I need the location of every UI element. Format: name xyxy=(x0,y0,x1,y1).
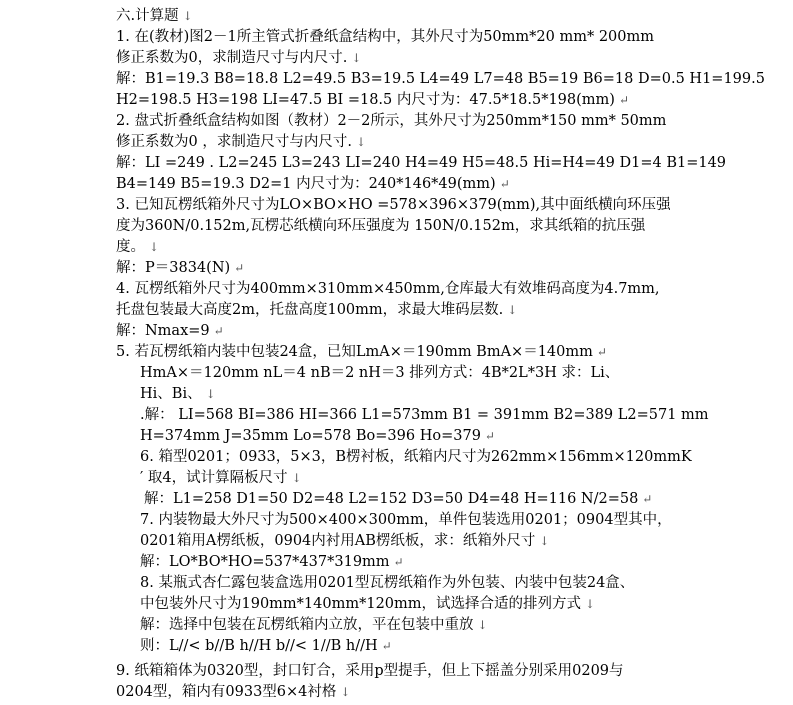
problem-2-line-1: 2. 盘式折叠纸盒结构如图（教材）2－2所示，其外尺寸为250mm*150 mm* 50mm xyxy=(116,113,667,129)
problem-5-line-3: Hi、Bi、 ↓ xyxy=(140,386,216,402)
problem-3-line-2: 度为360N/0.152m,瓦楞芯纸横向环压强度为 150N/0.152m，求其纸箱的抗压强 xyxy=(116,218,646,234)
problem-1-line-1: 1. 在(教材)图2－1所主管式折叠纸盒结构中，其外尺寸为50mm*20 mm* 200mm xyxy=(116,29,654,45)
section-title: 六.计算题 ↓ xyxy=(116,8,193,24)
answer-8-line-1: 解：选择中包装在瓦楞纸箱内立放，平在包装中重放 ↓ xyxy=(140,617,488,633)
answer-3: 解：P＝3834(N) ↵ xyxy=(116,260,245,276)
problem-7-line-2: 0201箱用A楞纸板，0904内衬用AB楞纸板，求：纸箱外尺寸 ↓ xyxy=(140,533,550,549)
answer-5-line-2: H=374mm J=35mm Lo=578 Bo=396 Ho=379 ↵ xyxy=(140,428,495,444)
answer-4: 解：Nmax=9 ↵ xyxy=(116,323,224,339)
problem-5-line-2: HmA×＝120mm nL＝4 nB＝2 nH＝3 排列方式：4B*2L*3H 求：Li、 xyxy=(140,365,620,381)
answer-5-line-1: .解： LI=568 BI=386 HI=366 L1=573mm B1 = 391mm B2=389 L2=571 mm xyxy=(140,407,709,423)
problem-6-line-2: ′ 取4，试计算隔板尺寸 ↓ xyxy=(140,470,302,486)
problem-5-line-1: 5. 若瓦楞纸箱内装中包装24盒，已知LmA×＝190mm BmA×＝140mm ↵ xyxy=(116,344,607,360)
problem-4-line-2: 托盘包装最大高度2m，托盘高度100mm，求最大堆码层数. ↓ xyxy=(116,302,518,318)
answer-1-line-2: H2=198.5 H3=198 LI=47.5 BI =18.5 内尺寸为：47.5*18.5*198(mm) ↵ xyxy=(116,92,630,108)
problem-3-line-3: 度。 ↓ xyxy=(116,239,160,255)
answer-2-line-1: 解：LI =249 . L2=245 L3=243 LI=240 H4=49 H5=48.5 Hi=H4=49 D1=4 B1=149 xyxy=(116,155,727,171)
problem-7-line-1: 7. 内装物最大外尺寸为500×400×300mm，单件包装选用0201；0904型其中， xyxy=(140,512,672,528)
problem-6-line-1: 6. 箱型0201；0933，5×3，B楞衬板，纸箱内尺寸为262mm×156mm×120mmK xyxy=(140,449,692,465)
problem-9-line-1: 9. 纸箱箱体为0320型，封口钉合，采用p型提手，但上下摇盖分别采用0209与 xyxy=(116,663,624,679)
problem-8-line-1: 8. 某瓶式杏仁露包装盒选用0201型瓦楞纸箱作为外包装、内装中包装24盒、 xyxy=(140,575,635,591)
answer-6: 解：L1=258 D1=50 D2=48 L2=152 D3=50 D4=48 H=116 N/2=58 ↵ xyxy=(144,491,653,507)
problem-9-line-2: 0204型，箱内有0933型6×4衬格 ↓ xyxy=(116,684,351,700)
answer-1-line-1: 解：B1=19.3 B8=18.8 L2=49.5 B3=19.5 L4=49 L7=48 B5=19 B6=18 D=0.5 H1=199.5 xyxy=(116,71,765,87)
problem-8-line-2: 中包装外尺寸为190mm*140mm*120mm，试选择合适的排列方式 ↓ xyxy=(140,596,596,612)
problem-4-line-1: 4. 瓦楞纸箱外尺寸为400mm×310mm×450mm,仓库最大有效堆码高度为4.7mm, xyxy=(116,281,660,297)
problem-3-line-1: 3. 已知瓦楞纸箱外尺寸为LO×BO×HO =578×396×379(mm),其中面纸横向环压强 xyxy=(116,197,671,213)
answer-2-line-2: B4=149 B5=19.3 D2=1 内尺寸为：240*146*49(mm) ↵ xyxy=(116,176,510,192)
problem-1-line-2: 修正系数为0，求制造尺寸与内尺寸. ↓ xyxy=(116,50,362,66)
answer-8-line-2: 则：L//< b//B h//H b//< 1//B h//H ↵ xyxy=(140,638,392,654)
document-page xyxy=(116,6,786,703)
problem-2-line-2: 修正系数为0 ，求制造尺寸与内尺寸. ↓ xyxy=(116,134,367,150)
answer-7: 解：LO*BO*HO=537*437*319mm ↵ xyxy=(140,554,404,570)
